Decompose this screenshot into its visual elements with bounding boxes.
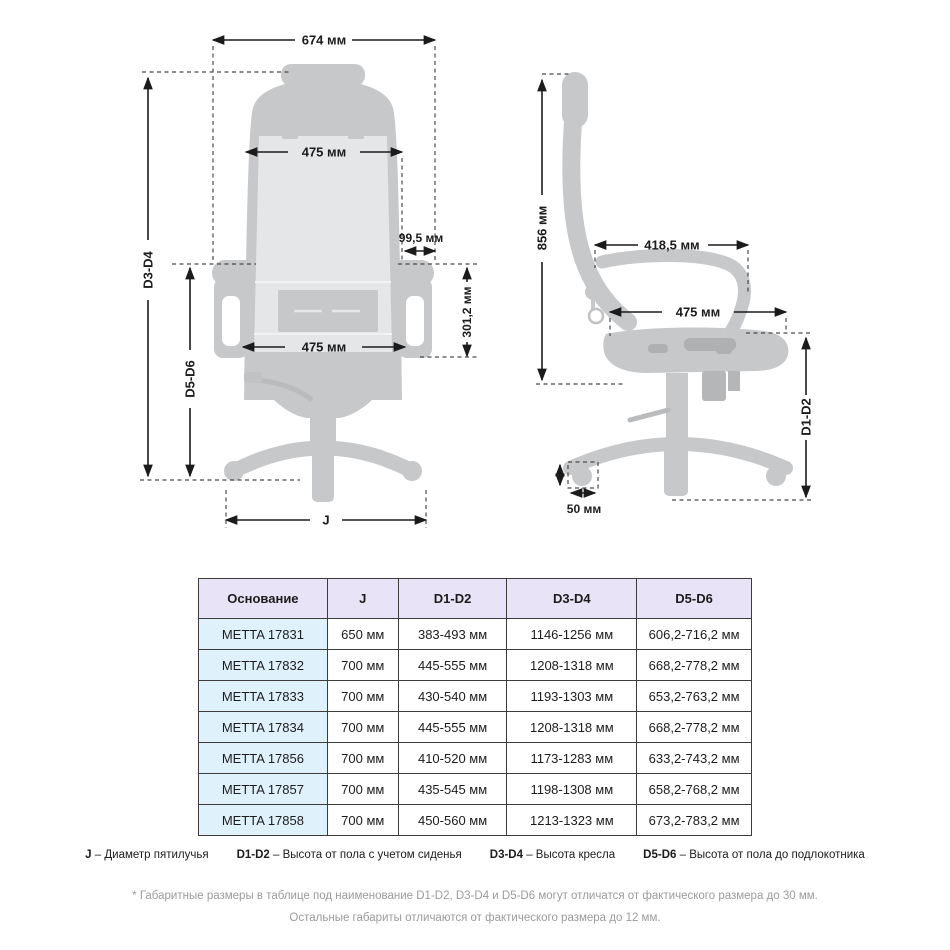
front-lever-handle bbox=[244, 372, 262, 383]
table-row bbox=[199, 774, 752, 805]
legend-desc: – Высота от пола с учетом сиденья bbox=[273, 849, 462, 861]
table-row bbox=[199, 712, 752, 743]
side-seat-notch bbox=[716, 346, 732, 354]
table-cell: 650 мм bbox=[327, 619, 398, 650]
front-right-armrest-slot bbox=[406, 296, 424, 346]
model-cell: METTA 17831 bbox=[199, 619, 328, 650]
footnotes bbox=[0, 885, 950, 929]
legend-key: D1-D2 bbox=[236, 849, 270, 861]
side-right-caster bbox=[766, 466, 786, 486]
chair-front-view-silhouette bbox=[212, 64, 434, 502]
dim-armrest-floor-label: D5-D6 bbox=[182, 360, 198, 398]
table-cell: 668,2-778,2 мм bbox=[637, 650, 752, 681]
table-header-cell: D3-D4 bbox=[507, 579, 637, 619]
table-cell: 1208-1318 мм bbox=[507, 712, 637, 743]
model-cell: METTA 17833 bbox=[199, 681, 328, 712]
side-mechanism-box bbox=[702, 371, 726, 401]
table-cell: 1173-1283 мм bbox=[507, 743, 637, 774]
front-center-leg bbox=[312, 446, 334, 502]
front-mesh-notch-left bbox=[282, 130, 298, 139]
table-cell: 1193-1303 мм bbox=[507, 681, 637, 712]
table-cell: 410-520 мм bbox=[398, 743, 507, 774]
chair-side-view-silhouette bbox=[562, 72, 788, 496]
model-cell: METTA 17856 bbox=[199, 743, 328, 774]
table-cell: 450-560 мм bbox=[398, 805, 507, 836]
table-cell: 1213-1323 мм bbox=[507, 805, 637, 836]
table-cell: 445-555 мм bbox=[398, 712, 507, 743]
table-cell: 668,2-778,2 мм bbox=[637, 712, 752, 743]
footnote-line: * Габаритные размеры в таблице под наименование D1-D2, D3-D4 и D5-D6 могут отличатся от фактического размера до 30 мм. bbox=[132, 890, 818, 902]
table-cell: 1146-1256 мм bbox=[507, 619, 637, 650]
model-cell: METTA 17832 bbox=[199, 650, 328, 681]
table-cell: 700 мм bbox=[327, 681, 398, 712]
side-seat-slot-small bbox=[648, 344, 668, 353]
table-header-cell: D5-D6 bbox=[637, 579, 752, 619]
table-cell: 1198-1308 мм bbox=[507, 774, 637, 805]
legend-row bbox=[0, 849, 950, 861]
table-cell: 430-540 мм bbox=[398, 681, 507, 712]
side-center-leg bbox=[664, 442, 688, 496]
table-cell: 658,2-768,2 мм bbox=[637, 774, 752, 805]
legend-item bbox=[85, 849, 208, 861]
dim-seat-width-label: 475 мм bbox=[301, 339, 347, 355]
table-cell: 700 мм bbox=[327, 743, 398, 774]
table-row bbox=[199, 805, 752, 836]
dim-armrest-depth-label: 418,5 мм bbox=[644, 237, 700, 253]
dim-back-height-label: 856 мм bbox=[534, 205, 550, 251]
table-cell: 700 мм bbox=[327, 650, 398, 681]
legend-desc: – Высота от пола до подлокотника bbox=[679, 849, 865, 861]
table-header-cell: D1-D2 bbox=[398, 579, 507, 619]
dim-base-diameter-label: J bbox=[322, 512, 330, 528]
front-left-armrest-slot bbox=[222, 296, 240, 346]
side-left-caster bbox=[572, 466, 592, 486]
footnote-line: Остальные габариты отличаются от фактического размера до 12 мм. bbox=[289, 912, 661, 924]
side-mechanism-tab bbox=[728, 371, 740, 391]
table-cell: 633,2-743,2 мм bbox=[637, 743, 752, 774]
table-cell: 653,2-763,2 мм bbox=[637, 681, 752, 712]
table-header-cell: Основание bbox=[199, 579, 328, 619]
dim-caster-label: 50 мм bbox=[566, 502, 602, 516]
dim-overall-width-label: 674 мм bbox=[301, 32, 347, 48]
table-cell: 700 мм bbox=[327, 805, 398, 836]
table-row bbox=[199, 619, 752, 650]
table-cell: 1208-1318 мм bbox=[507, 650, 637, 681]
side-lever bbox=[630, 410, 668, 420]
model-cell: METTA 17834 bbox=[199, 712, 328, 743]
dim-armrest-height-label: 301,2 мм bbox=[460, 286, 474, 338]
table-header-row bbox=[199, 579, 752, 619]
dim-seat-height-label: D1-D2 bbox=[798, 398, 814, 436]
table-cell: 606,2-716,2 мм bbox=[637, 619, 752, 650]
front-seat bbox=[247, 352, 399, 418]
legend-desc: – Диаметр пятилучья bbox=[94, 849, 209, 861]
legend-item bbox=[237, 849, 462, 861]
legend-item bbox=[490, 849, 615, 861]
dim-chair-height-label: D3-D4 bbox=[140, 251, 156, 289]
legend-key: D3-D4 bbox=[489, 849, 523, 861]
table-cell: 435-545 мм bbox=[398, 774, 507, 805]
side-tension-knob bbox=[585, 284, 601, 300]
table-cell: 445-555 мм bbox=[398, 650, 507, 681]
table-cell: 700 мм bbox=[327, 712, 398, 743]
table-row bbox=[199, 650, 752, 681]
legend-item bbox=[643, 849, 865, 861]
table-cell: 673,2-783,2 мм bbox=[637, 805, 752, 836]
side-knob-ring bbox=[589, 309, 603, 323]
table-row bbox=[199, 743, 752, 774]
model-cell: METTA 17857 bbox=[199, 774, 328, 805]
legend-key: J bbox=[85, 849, 92, 861]
front-lumbar-support bbox=[278, 290, 378, 332]
dimensions-table bbox=[198, 578, 752, 836]
model-cell: METTA 17858 bbox=[199, 805, 328, 836]
front-right-caster bbox=[402, 461, 422, 481]
dim-armrest-offset-label: 99,5 мм bbox=[398, 231, 444, 245]
legend-desc: – Высота кресла bbox=[526, 849, 616, 861]
dim-backrest-width-label: 475 мм bbox=[301, 144, 347, 160]
dim-seat-depth-label: 475 мм bbox=[675, 304, 721, 320]
table-cell: 383-493 мм bbox=[398, 619, 507, 650]
legend-key: D5-D6 bbox=[643, 849, 677, 861]
table-row bbox=[199, 681, 752, 712]
table-cell: 700 мм bbox=[327, 774, 398, 805]
front-left-caster bbox=[224, 461, 244, 481]
table-header-cell: J bbox=[327, 579, 398, 619]
front-mesh-notch-right bbox=[348, 130, 364, 139]
